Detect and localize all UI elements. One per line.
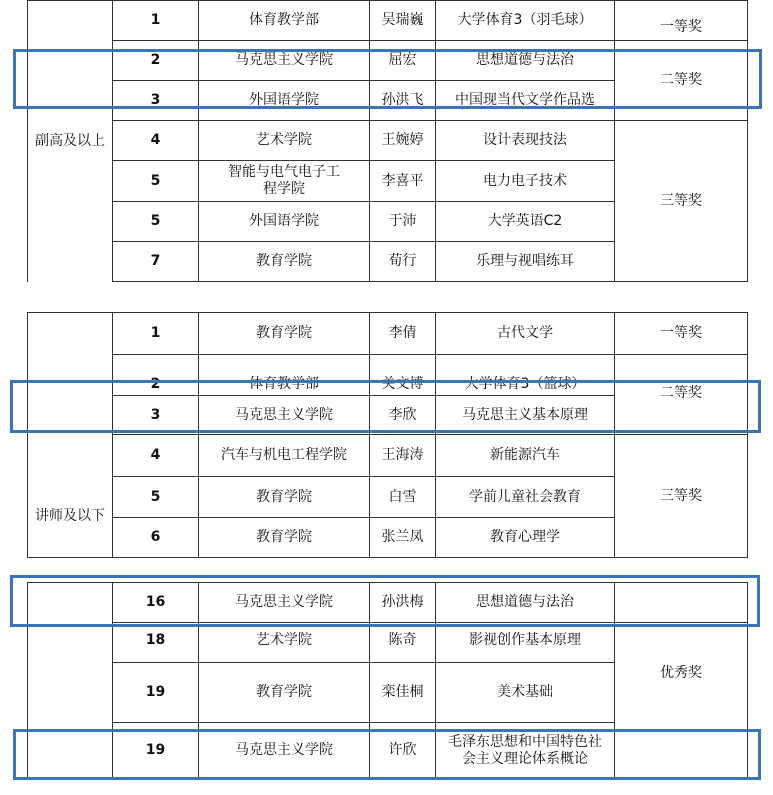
award-label: 三等奖 [660,487,702,504]
award-cell [614,582,748,622]
name-cell: 李倩 [369,312,435,354]
name-cell: 吴瑞巍 [369,0,435,40]
name-cell: 陈奇 [369,622,435,662]
name-cell: 屈宏 [369,40,435,80]
course-cell: 大学体育3（篮球） [435,354,614,395]
college-cell: 马克思主义学院 [198,40,369,80]
group-cell [27,582,112,779]
rank-cell: 4 [112,434,198,476]
college-cell: 汽车与机电工程学院 [198,434,369,476]
course-cell: 教育心理学 [435,517,614,558]
group-label: 讲师及以下 [35,508,105,524]
college-cell: 马克思主义学院 [198,582,369,622]
name-cell: 荀行 [369,241,435,282]
college-cell: 教育学院 [198,312,369,354]
name-cell: 李喜平 [369,160,435,201]
course-cell: 大学英语C2 [435,201,614,241]
rank-cell: 2 [112,354,198,395]
course-cell: 毛泽东思想和中国特色社会主义理论体系概论 [435,722,614,779]
name-cell: 孙洪梅 [369,582,435,622]
rank-cell: 5 [112,160,198,201]
course-cell: 新能源汽车 [435,434,614,476]
college-cell: 教育学院 [198,476,369,517]
name-cell: 于沛 [369,201,435,241]
rank-cell: 5 [112,201,198,241]
course-cell: 思想道德与法治 [435,582,614,622]
college-cell: 马克思主义学院 [198,395,369,434]
name-cell: 白雪 [369,476,435,517]
award-label: 二等奖 [660,72,702,88]
award-cell [614,354,748,434]
course-cell: 乐理与视唱练耳 [435,241,614,282]
course-cell: 学前儿童社会教育 [435,476,614,517]
name-cell: 李欣 [369,395,435,434]
name-cell: 张兰凤 [369,517,435,558]
group-cell [27,312,112,558]
college-cell: 外国语学院 [198,80,369,120]
award-cell [614,0,748,40]
group-label: 副高及以上 [35,133,105,149]
course-cell: 电力电子技术 [435,160,614,201]
course-cell: 思想道德与法治 [435,40,614,80]
award-cell [614,312,748,354]
college-cell: 艺术学院 [198,120,369,160]
name-cell: 栾佳桐 [369,662,435,722]
name-cell: 许欣 [369,722,435,779]
course-cell: 影视创作基本原理 [435,622,614,662]
award-cell [614,40,748,120]
rank-cell: 16 [112,582,198,622]
rank-cell: 19 [112,662,198,722]
name-cell: 关文博 [369,354,435,395]
course-cell: 中国现当代文学作品选 [435,80,614,120]
award-label: 二等奖 [660,385,702,401]
college-cell: 马克思主义学院 [198,722,369,779]
rank-cell: 19 [112,722,198,779]
name-cell: 王海涛 [369,434,435,476]
course-cell: 古代文学 [435,312,614,354]
award-cell [614,434,748,558]
course-cell: 美术基础 [435,662,614,722]
college-cell: 教育学院 [198,662,369,722]
rank-cell: 18 [112,622,198,662]
course-cell: 马克思主义基本原理 [435,395,614,434]
group-cell [27,0,112,282]
rank-cell: 2 [112,40,198,80]
name-cell: 孙洪飞 [369,80,435,120]
name-cell: 王婉婷 [369,120,435,160]
college-cell: 外国语学院 [198,201,369,241]
college-cell: 教育学院 [198,517,369,558]
college-cell: 教育学院 [198,241,369,282]
college-cell: 艺术学院 [198,622,369,662]
award-label: 优秀奖 [660,665,702,681]
rank-cell: 4 [112,120,198,160]
rank-cell: 3 [112,395,198,434]
award-label: 一等奖 [660,19,702,35]
rank-cell: 7 [112,241,198,282]
rank-cell: 6 [112,517,198,558]
college-cell: 智能与电气电子工程学院 [198,160,369,201]
course-cell: 大学体育3（羽毛球） [435,0,614,40]
award-cell [614,120,748,282]
rank-cell: 1 [112,312,198,354]
rank-cell: 1 [112,0,198,40]
course-cell: 设计表现技法 [435,120,614,160]
college-cell: 体育教学部 [198,354,369,395]
rank-cell: 3 [112,80,198,120]
rank-cell: 5 [112,476,198,517]
college-cell: 体育教学部 [198,0,369,40]
award-label: 一等奖 [660,325,702,341]
award-cell [614,622,748,779]
award-label: 三等奖 [660,192,702,209]
